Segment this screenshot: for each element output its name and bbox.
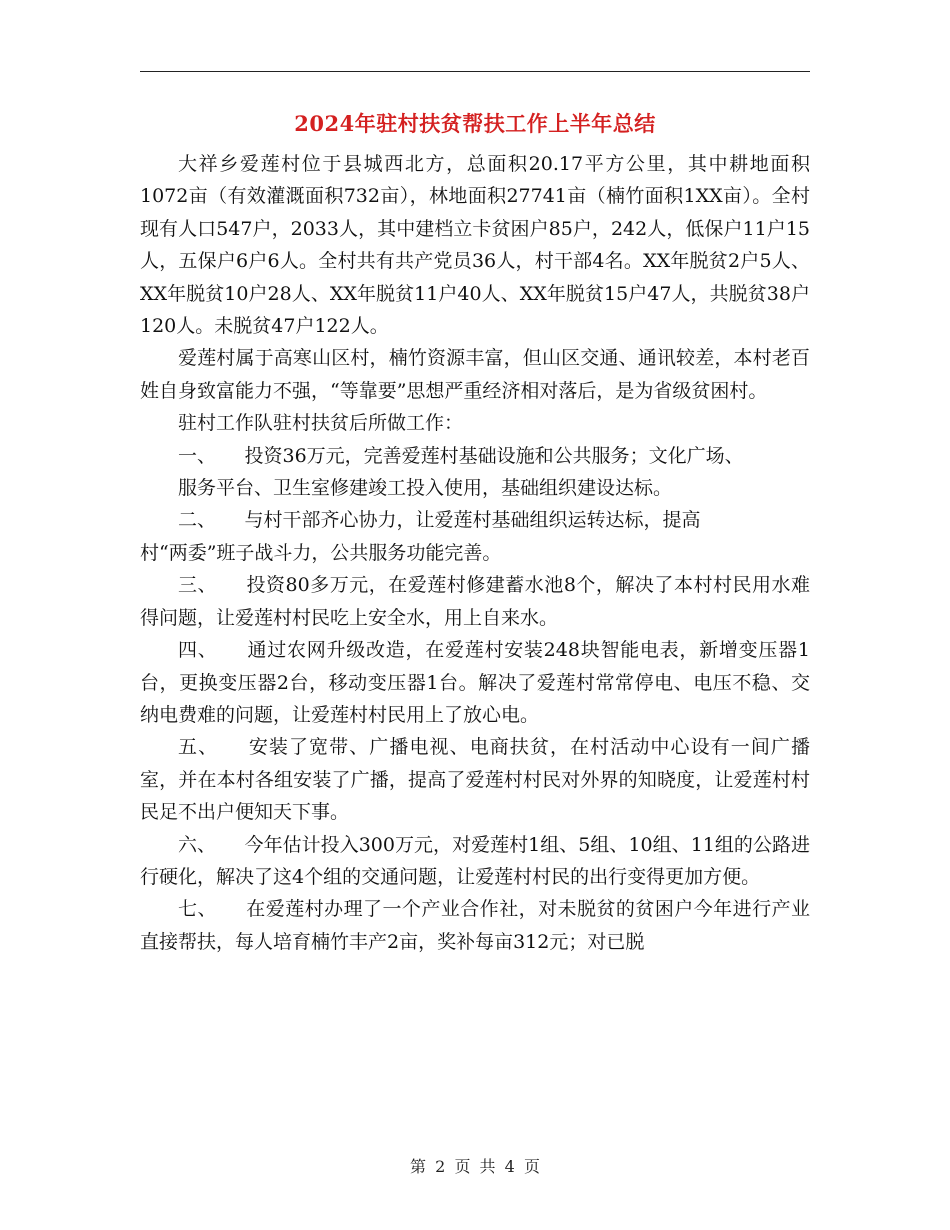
paragraph-village-situation: 爱莲村属于高寒山区村，楠竹资源丰富，但山区交通、通讯较差，本村老百姓自身致富能力不强，“等靠要”思想严重经济相对落后，是为省级贫困村。 — [140, 347, 810, 402]
paragraph-item-1-continued: 服务平台、卫生室修建竣工投入使用，基础组织建设达标。 — [178, 477, 673, 500]
header-rule — [140, 71, 810, 72]
footer-total-pages: 4 — [504, 1157, 515, 1176]
paragraph-item-5: 五、 安装了宽带、广播电视、电商扶贫，在村活动中心设有一间广播室，并在本村各组安装了广播，提高了爱莲村村民对外界的知晓度，让爱莲村村民足不出户便知天下事。 — [140, 736, 810, 824]
footer-current-page: 2 — [435, 1157, 446, 1176]
paragraph-item-1: 一、 投资36万元，完善爱莲村基础设施和公共服务；文化广场、 — [178, 444, 744, 467]
paragraph-item-4: 四、 通过农网升级改造，在爱莲村安装248块智能电表，新增变压器1台，更换变压器2台，移动变压器1台。解决了爱莲村常常停电、电压不稳、交纳电费难的问题，让爱莲村村民用上了放心电。 — [140, 639, 810, 726]
document-body — [140, 148, 810, 958]
paragraph-item-2: 二、 与村干部齐心协力，让爱莲村基础组织运转达标，提高 — [178, 509, 701, 532]
footer-total-prefix: 共 — [479, 1157, 496, 1176]
footer-page-prefix: 第 — [410, 1157, 427, 1176]
page-footer — [0, 1154, 950, 1177]
paragraph-item-2-continued: 村“两委”班子战斗力，公共服务功能完善。 — [140, 541, 502, 564]
footer-page-suffix: 页 — [523, 1157, 540, 1176]
paragraph-item-7: 七、 在爱莲村办理了一个产业合作社，对未脱贫的贫困户今年进行产业直接帮扶，每人培育楠竹丰产2亩，奖补每亩312元；对已脱 — [140, 898, 810, 953]
document-title: 2024年驻村扶贫帮扶工作上半年总结 — [294, 111, 656, 136]
paragraph-work-intro: 驻村工作队驻村扶贫后所做工作： — [178, 412, 464, 435]
paragraph-item-3: 三、 投资80多万元，在爱莲村修建蓄水池8个，解决了本村村民用水难得问题，让爱莲村村民吃上安全水，用上自来水。 — [140, 574, 810, 629]
paragraph-village-overview: 大祥乡爱莲村位于县城西北方，总面积20.17平方公里，其中耕地面积1072亩（有效灌溉面积732亩），林地面积27741亩（楠竹面积1XX亩）。全村现有人口547户，2033人，其中建档立卡贫困户85户，242人，低保户11户15人，五保户6户6人。全村共有共产党员36人，村干部4名。XX年脱贫2户5人、XX年脱贫10户28人、XX年脱贫11户40人、XX年脱贫15户47人，共脱贫38户120人。未脱贫47户122人。 — [140, 153, 810, 338]
footer-page-mid: 页 — [454, 1157, 471, 1176]
paragraph-item-6: 六、 今年估计投入300万元，对爱莲村1组、5组、10组、11组的公路进行硬化，解决了这4个组的交通问题，让爱莲村村民的出行变得更加方便。 — [140, 833, 810, 888]
